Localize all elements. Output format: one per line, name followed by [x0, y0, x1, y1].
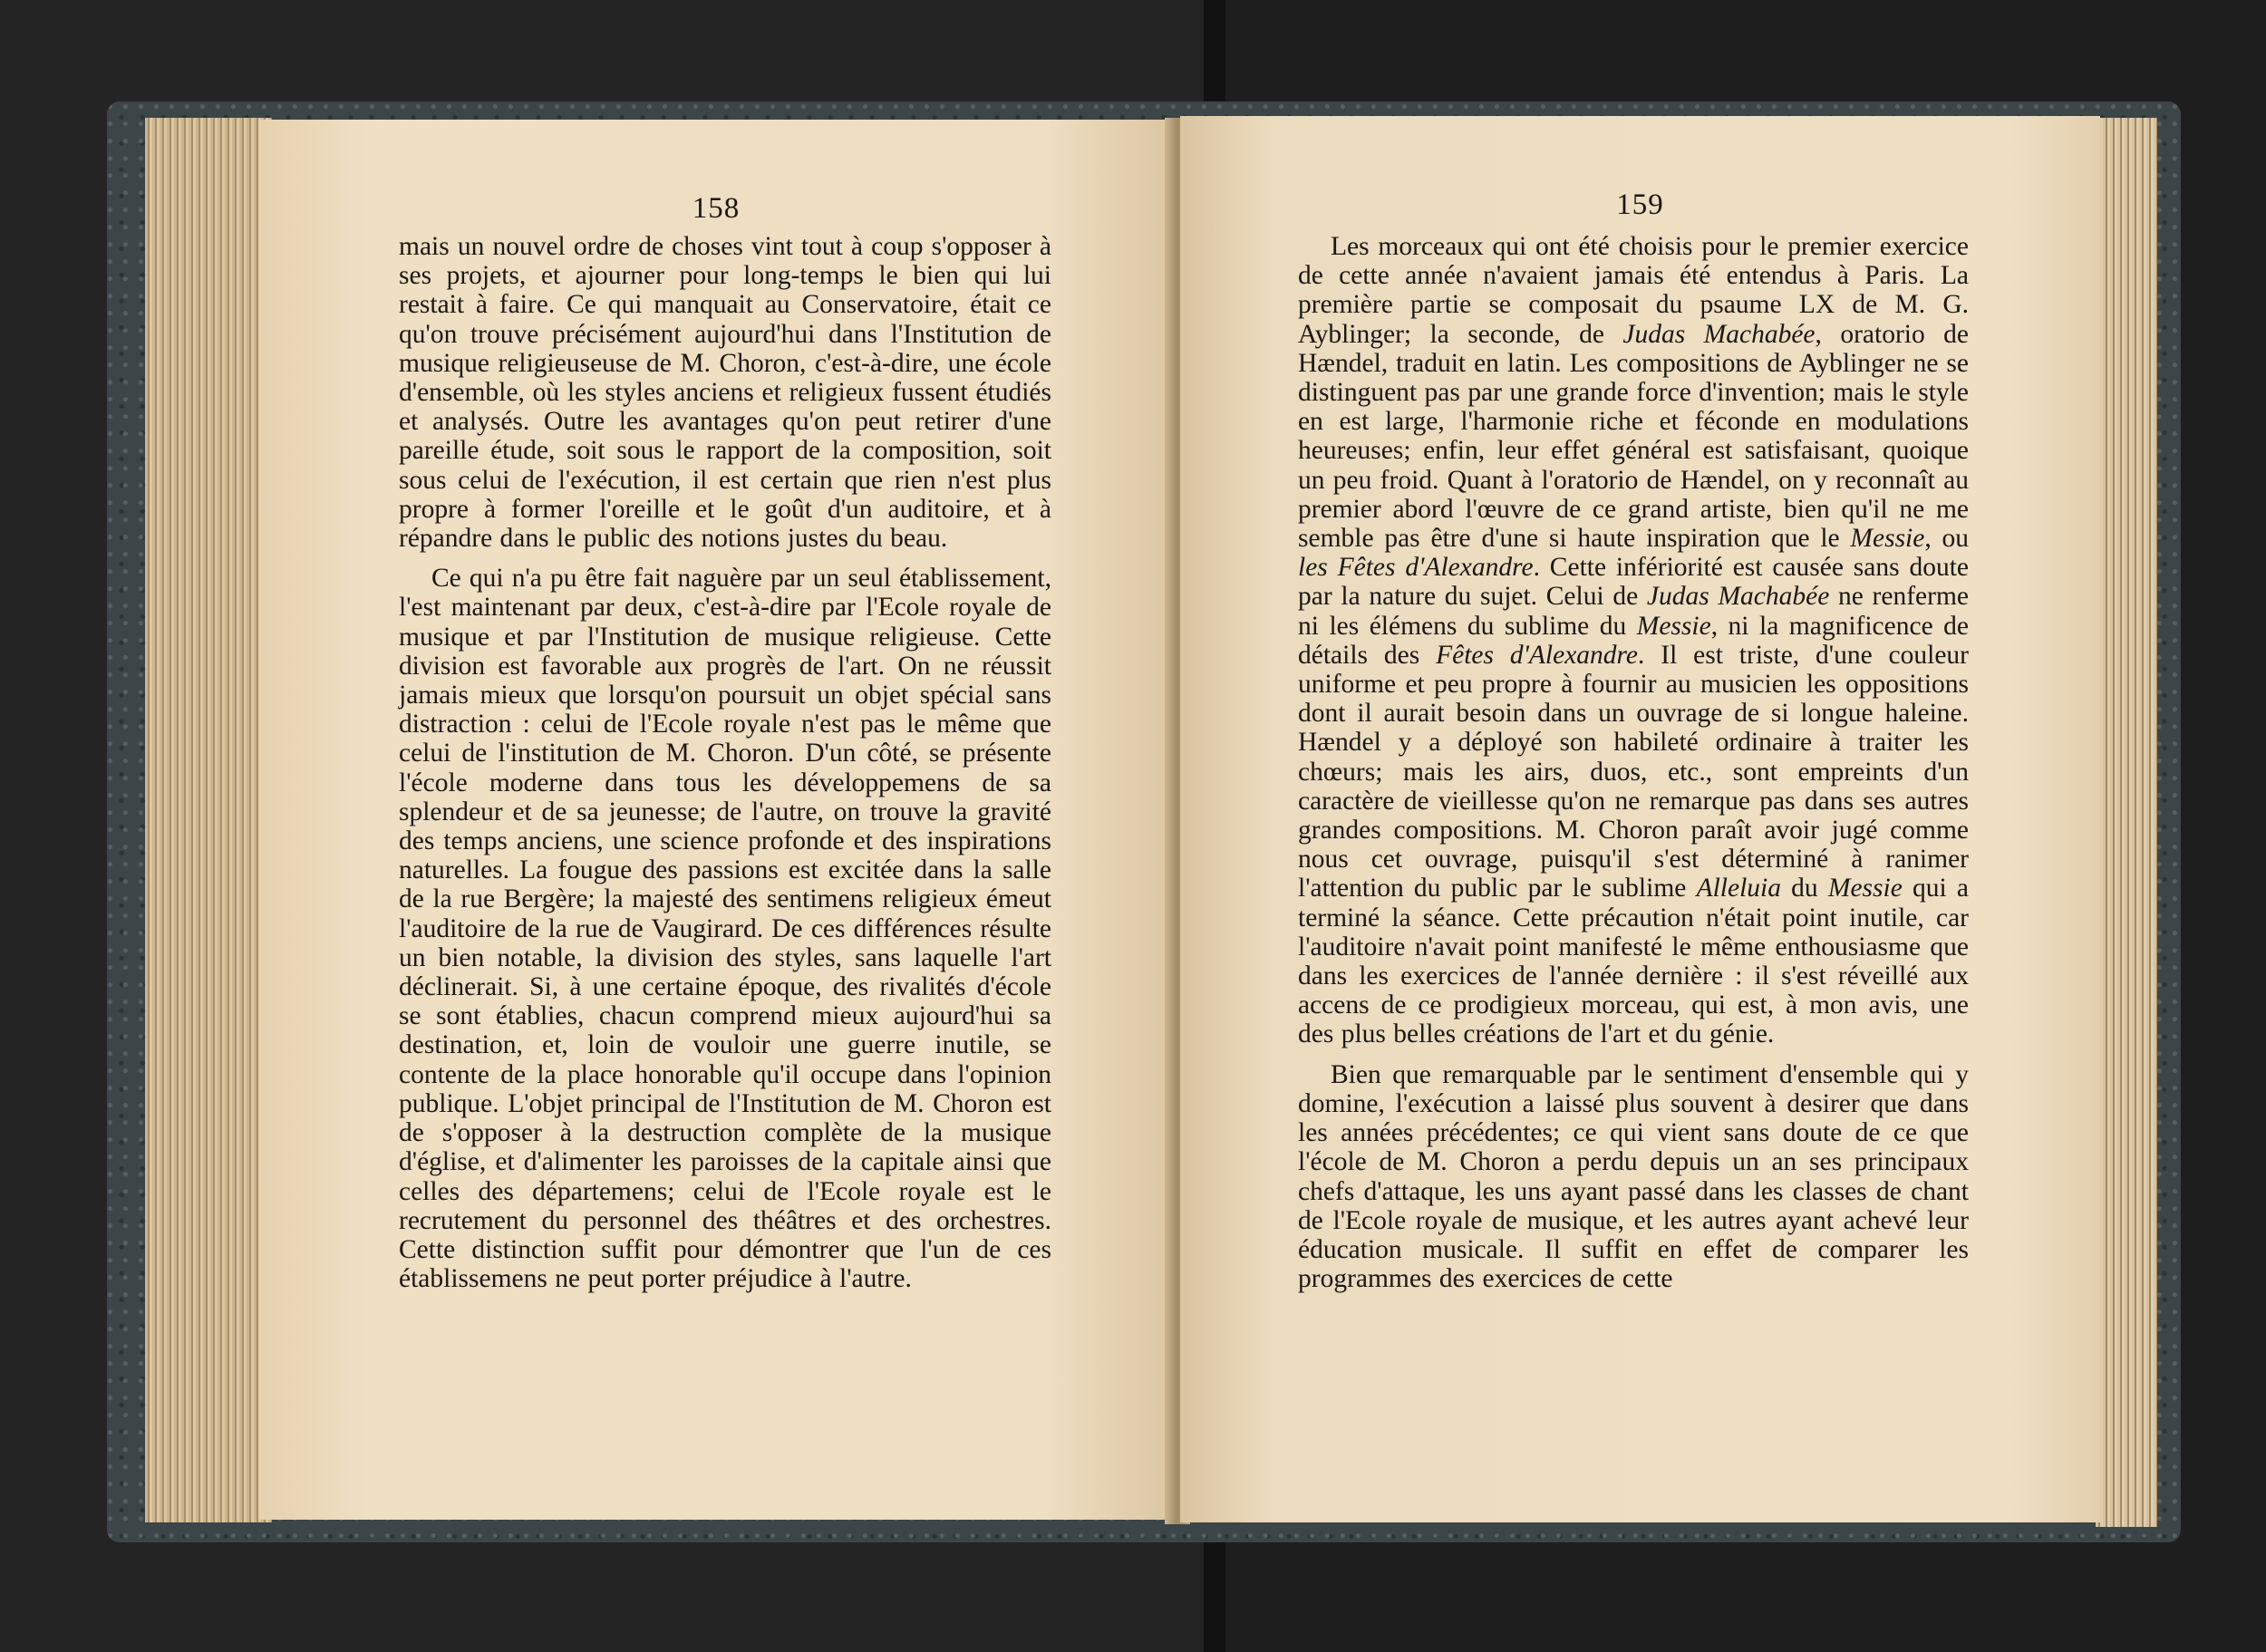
left-paragraph-2: Ce qui n'a pu être fait naguère par un seul établissement, l'est maintenant par deux, c'est-à-dire par l'Ecole royale de musique et par l'Institution de musique religieuse. Cette division est favorable aux progrès de l'art. On ne réussit jamais mieux que lorsqu'on poursuit un objet spécial sans distraction : celui de l'Ecole royale n'est pas le même que celui de l'institution de M. Choron. D'un côté, se présente l'école moderne dans tous les développemens de sa splendeur et de sa jeunesse; de l'autre, on trouve la gravité des temps anciens, une science profonde et des inspirations naturelles. La fougue des passions est excitée dans la salle de la rue Bergère; la majesté des sentimens religieux émeut l'auditoire de la rue de Vaugirard. De ces différences résulte un bien notable, la division des styles, sans laquelle l'art déclinerait. Si, à une certaine époque, des rivalités d'école se sont établies, chacun comprend mieux aujourd'hui sa destination, et, loin de vouloir une guerre inutile, se contente de la place honorable qu'il occupe dans l'opinion publique. L'objet principal de l'Institution de M. Choron est de s'opposer à la destruction complète de la musique d'église, et d'alimenter les paroisses de la capitale ainsi que celles des départemens; celui de l'Ecole royale est le recrutement du personnel des théâtres et des orchestres. Cette distinction suffit pour démontrer que l'un de ces établissemens ne peut porter préjudice à l'autre. — [399, 564, 1051, 1294]
right-page-text — [1298, 232, 1969, 1293]
right-paragraph-1: Les morceaux qui ont été choisis pour le premier exercice de cette année n'avaient jamais été entendus à Paris. La première partie se composait du psaume LX de M. G. Ayblinger; la seconde, de Judas Machabée, oratorio de Hændel, traduit en latin. Les compositions de Ayblinger ne se distinguent pas par une grande force d'invention; mais le style en est large, l'harmonie riche et féconde en modulations heureuses; enfin, leur effet général est satisfaisant, quoique un peu froid. Quant à l'oratorio de Hændel, on y reconnaît au premier abord l'œuvre de ce grand artiste, bien qu'il ne me semble pas être d'une si haute inspiration que le Messie, ou les Fêtes d'Alexandre. Cette infériorité est causée sans doute par la nature du sujet. Celui de Judas Machabée ne renferme ni les élémens du sublime du Messie, ni la magnificence de détails des Fêtes d'Alexandre. Il est triste, d'une couleur uniforme et peu propre à fournir au musicien les oppositions dont il aurait besoin dans un ouvrage de si longue haleine. Hændel y a déployé son habileté ordinaire à traiter les chœurs; mais les airs, duos, etc., sont empreints d'un caractère de vieillesse qu'on ne remarque pas dans ses autres grandes compositions. M. Choron paraît avoir jugé comme nous cet ouvrage, puisqu'il s'est déterminé à ranimer l'attention du public par le sublime Alleluia du Messie qui a terminé la séance. Cette précaution n'était point inutile, car l'auditoire n'avait point manifesté le même enthousiasme que dans les exercices de l'année dernière : il s'est réveillé aux accens de ce prodigieux morceau, qui est, à mon avis, une des plus belles créations de l'art et du génie. — [1298, 232, 1970, 1049]
right-paragraph-2: Bien que remarquable par le sentiment d'ensemble qui y domine, l'exécution a laissé plus souvent à desirer que dans les années précédentes; ce qui vient sans doute de ce que l'école de M. Choron a perdu depuis un an ses principaux chefs d'attaque, les uns ayant passé dans les classes de chant de l'Ecole royale de musique, et les autres ayant achevé leur éducation musicale. Il suffit en effet de comparer les programmes des exercices de cette — [1298, 1059, 1969, 1294]
left-page-text — [399, 232, 1051, 1293]
right-page — [1180, 116, 2100, 1522]
left-page-number: 158 — [692, 192, 741, 225]
left-page — [258, 120, 1174, 1520]
page-edges-left — [145, 118, 272, 1522]
page-edges-right — [2096, 118, 2157, 1527]
left-paragraph-1: mais un nouvel ordre de choses vint tout à coup s'opposer à ses projets, et ajourner pour long-temps le bien qui lui restait à faire. Ce qui manquait au Conservatoire, était ce qu'on trouve précisément aujourd'hui dans l'Institution de musique religieuseuse de M. Choron, c'est-à-dire, une école d'ensemble, où les styles anciens et religieux fussent étudiés et analysés. Outre les avantages qu'on peut retirer d'une pareille étude, soit sous le rapport de la composition, soit sous celui de l'exécution, il est certain que rien n'est plus propre à former l'oreille et le goût d'un auditoire, et à répandre dans le public des notions justes du beau. — [399, 232, 1051, 554]
right-page-number: 159 — [1616, 188, 1664, 221]
